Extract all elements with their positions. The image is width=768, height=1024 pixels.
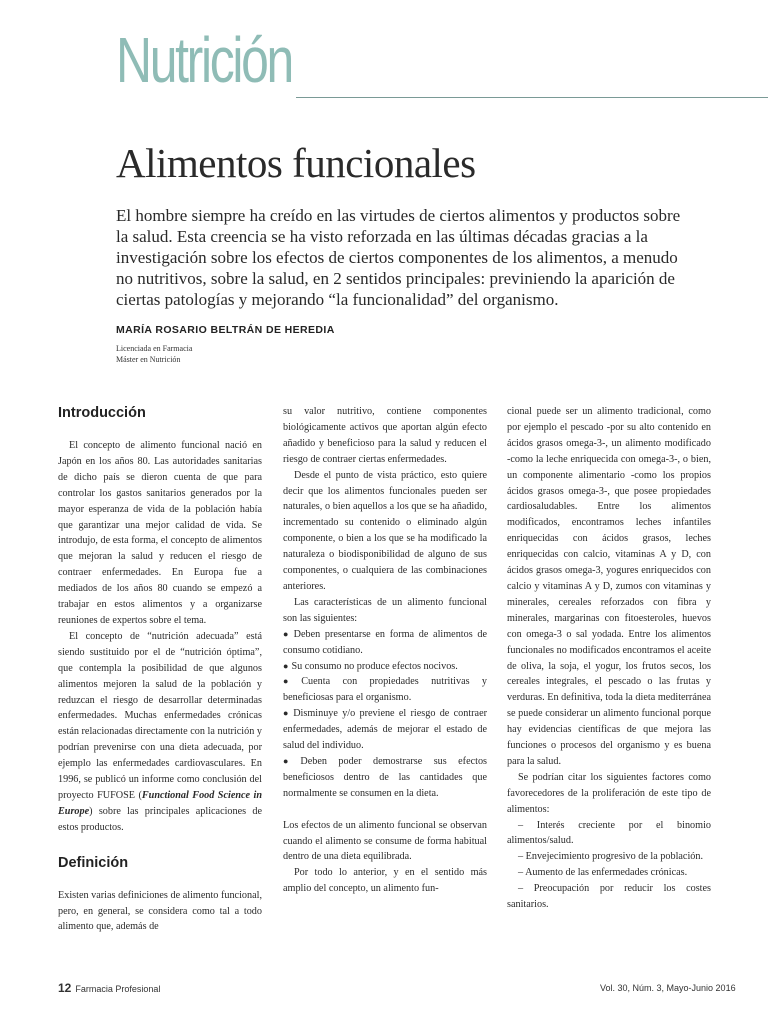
paragraph: Las características de un alimento funcional son las siguientes: [283, 596, 487, 624]
list-item: ● Su consumo no produce efectos nocivos. [283, 660, 458, 672]
issue-info: Vol. 30, Núm. 3, Mayo-Junio 2016 [600, 983, 736, 993]
paragraph: El concepto de “nutrición adecuada” está siendo sustituido por el de “nutrición óptima”, que contempla la posibilidad de que algunos alimentos mejoren la salud de la población y reduzcan el riesgo de desarrollar determinadas enfermedades. Muchas enfermedades crónicas están relacionadas directamente con la nutrición y podrían prevenirse con una dieta adecuada, por ejemplo las enfermedades cardiovasculares. En 1996, se publicó un informe como conclusión del proyecto FUFOSE (Functional Food Science in Europe) sobre las principales aplicaciones de estos productos. [58, 630, 262, 833]
paragraph: su valor nutritivo, contiene componentes biológicamente activos que aportan algún efecto añadido y beneficioso para la salud y reducen el riesgo de contraer ciertas enfermedades. [283, 406, 487, 465]
bullet-icon: ● [283, 755, 298, 766]
spacer [283, 802, 487, 818]
spacer [58, 422, 262, 438]
footer-left [58, 981, 160, 995]
list-item: – Aumento de las enfermedades crónicas. [518, 867, 688, 879]
paragraph: Se podrían citar los siguientes factores como favorecedores de la proliferación de este tipo de alimentos: [507, 771, 711, 815]
list-item: – Preocupación por reducir los costes sanitarios. [507, 883, 711, 911]
heading-introduccion: Introducción [58, 405, 146, 421]
column-3 [507, 404, 711, 913]
author-name: MARÍA ROSARIO BELTRÁN DE HEREDIA [116, 324, 335, 336]
list-item: ● Deben poder demostrarse sus efectos beneficiosos dentro de las cantidades que normalmente se consumen en la dieta. [283, 755, 488, 799]
spacer [58, 836, 262, 852]
heading-definicion: Definición [58, 854, 129, 871]
list-item: ● Disminuye y/o previene el riesgo de contraer enfermedades, además de mejorar el estado de salud del individuo. [283, 708, 487, 752]
spacer [58, 872, 262, 888]
header-rule [296, 97, 768, 98]
project-name: Functional Food Science in Europe [58, 789, 262, 817]
article-title: Alimentos funcionales [116, 140, 476, 186]
column-1 [58, 404, 262, 935]
page-number: 12 [58, 981, 72, 995]
bullet-icon: ● [283, 628, 291, 639]
paragraph: Existen varias definiciones de alimento funcional, pero, en general, se considera como tal a todo alimento que, además de [58, 889, 262, 933]
section-title: Nutrición [116, 24, 292, 96]
list-item: ● Cuenta con propiedades nutritivas y beneficiosas para el organismo. [283, 676, 487, 704]
credential-line: Máster en Nutrición [116, 355, 181, 364]
lead-paragraph: El hombre siempre ha creído en las virtudes de ciertos alimentos y productos sobre la salud. Esta creencia se ha visto reforzada en las últimas décadas gracias a la investigación sobre los efectos de ciertos componentes de los alimentos, a menudo no nutritivos, sobre la salud, en 2 sentidos principales: previniendo la aparición de ciertas patologías y mejorando “la funcionalidad” del organismo. [116, 206, 681, 309]
list-item: – Envejecimiento progresivo de la población. [518, 851, 704, 863]
journal-name: Farmacia Profesional [75, 984, 161, 994]
column-2 [283, 404, 487, 897]
paragraph: Desde el punto de vista práctico, esto quiere decir que los alimentos funcionales pueden ser naturales, o bien aquellos a los que se ha añadido, incrementado su contenido o eliminado algún componente, o bien a los que se ha modificado la naturaleza o biodisponibilidad de alguno de sus componentes, o cualquiera de las combinaciones anteriores. [283, 469, 487, 592]
list-item: – Interés creciente por el binomio alimentos/salud. [507, 819, 711, 847]
bullet-icon: ● [283, 676, 299, 687]
paragraph: Por todo lo anterior, y en el sentido más amplio del concepto, un alimento fun- [283, 867, 487, 895]
list-item: ● Deben presentarse en forma de alimentos de consumo cotidiano. [283, 628, 487, 656]
bullet-icon: ● [283, 660, 289, 671]
author-credentials [116, 343, 192, 365]
paragraph: Los efectos de un alimento funcional se observan cuando el alimento se consume de forma habitual dentro de una dieta equilibrada. [283, 819, 487, 863]
paragraph: El concepto de alimento funcional nació en Japón en los años 80. Las autoridades sanitarias de dicho país se dieron cuenta de que para controlar los gastos sanitarios generados por la mayor esperanza de vida de la población había que garantizar una mejor calidad de vida. Se introdujo, de esta forma, el concepto de alimentos que mejoran la salud y reducen el riesgo de contraer enfermedades. En Europa fue a mediados de los años 80 cuando se empezó a trabajar en estos alimentos y a organizarse reuniones de expertos sobre el tema. [58, 440, 262, 626]
credential-line: Licenciada en Farmacia [116, 344, 193, 353]
paragraph: cional puede ser un alimento tradicional, como por ejemplo el pescado -por su alto contenido en ácidos grasos omega-3-, un alimento modificado -como la leche enriquecida con omega-3-, o bien, un componente alimentario -como los propios ácidos grasos omega-3-, que posee propiedades cardiosaludables. Entre los alimentos modificados, encontramos leches infantiles enriquecidas con ácidos grasos, leches enriquecidas con calcio, vitaminas A y D, con ácidos grasos omega-3, yogures enriquecidos con calcio y vitaminas A y D, zumos con vitaminas y minerales, cereales reforzados con fibra y minerales, margarinas con fitoesteroles, huevos con omega-3 o sal yodada. Entre los alimentos funcionales no modificados encontramos el aceite de oliva, la soja, el yogur, los frutos secos, los cereales integrales, el pescado o las frutas y verduras. En definitiva, toda la dieta mediterránea se puede considerar un alimento funcional porque hay evidencias científicas de que mejora las funciones o procesos del organismo y es buena para la salud. [507, 406, 711, 767]
bullet-icon: ● [283, 708, 291, 719]
